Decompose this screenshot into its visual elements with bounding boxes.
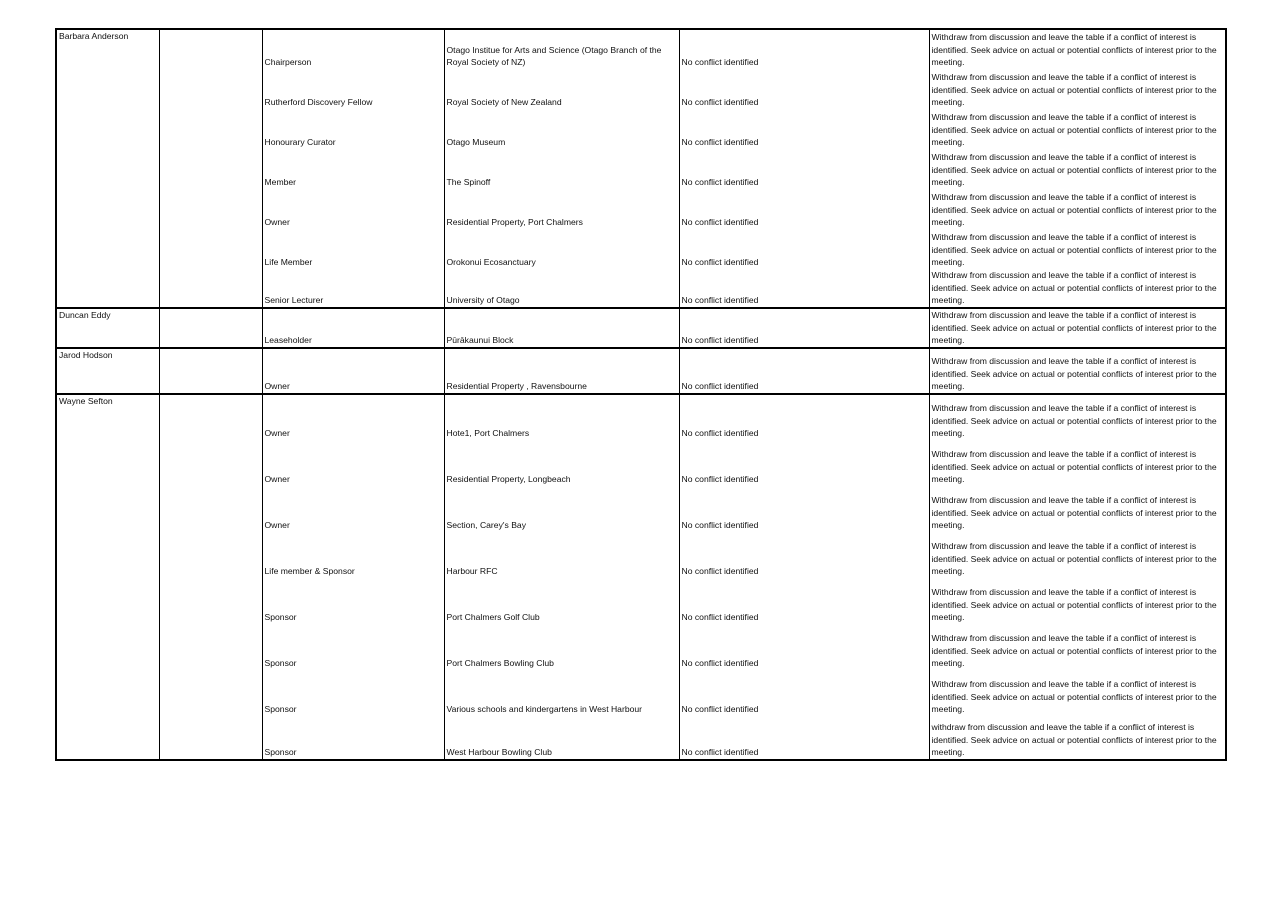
member-name: Barbara Anderson <box>56 29 159 308</box>
interest-role: Owner <box>262 440 444 486</box>
interest-organisation: Residential Property , Ravensbourne <box>444 348 679 394</box>
interest-organisation: Pūrākaunui Block <box>444 308 679 348</box>
interest-organisation: Otago Institue for Arts and Science (Otago Branch of the Royal Society of NZ) <box>444 29 679 69</box>
management-plan: Withdraw from discussion and leave the table if a conflict of interest is identified. Seek advice on actual or potential conflicts of interest prior to the meeting. <box>929 69 1226 109</box>
interest-organisation: Residential Property, Longbeach <box>444 440 679 486</box>
interest-role: Owner <box>262 394 444 440</box>
interest-role: Chairperson <box>262 29 444 69</box>
interest-organisation: Port Chalmers Bowling Club <box>444 624 679 670</box>
conflict-assessment: No conflict identified <box>679 189 929 229</box>
conflict-assessment: No conflict identified <box>679 348 929 394</box>
interest-organisation: Harbour RFC <box>444 532 679 578</box>
conflict-assessment: No conflict identified <box>679 486 929 532</box>
interest-role: Owner <box>262 348 444 394</box>
interest-role: Member <box>262 149 444 189</box>
conflict-assessment: No conflict identified <box>679 394 929 440</box>
management-plan: Withdraw from discussion and leave the table if a conflict of interest is identified. Seek advice on actual or potential conflicts of interest prior to the meeting. <box>929 348 1226 394</box>
management-plan: Withdraw from discussion and leave the table if a conflict of interest is identified. Seek advice on actual or potential conflicts of interest prior to the meeting. <box>929 189 1226 229</box>
management-plan: Withdraw from discussion and leave the table if a conflict of interest is identified. Seek advice on actual or potential conflicts of interest prior to the meeting. <box>929 269 1226 308</box>
member-group <box>56 29 1226 308</box>
table-row <box>56 394 1226 440</box>
management-plan: Withdraw from discussion and leave the table if a conflict of interest is identified. Seek advice on actual or potential conflicts of interest prior to the meeting. <box>929 486 1226 532</box>
conflict-assessment: No conflict identified <box>679 269 929 308</box>
conflict-assessment: No conflict identified <box>679 578 929 624</box>
conflict-assessment: No conflict identified <box>679 624 929 670</box>
empty-cell <box>159 29 262 308</box>
member-name: Duncan Eddy <box>56 308 159 348</box>
interest-organisation: University of Otago <box>444 269 679 308</box>
interest-organisation: Various schools and kindergartens in West Harbour <box>444 670 679 716</box>
management-plan: Withdraw from discussion and leave the table if a conflict of interest is identified. Seek advice on actual or potential conflicts of interest prior to the meeting. <box>929 29 1226 69</box>
management-plan: Withdraw from discussion and leave the table if a conflict of interest is identified. Seek advice on actual or potential conflicts of interest prior to the meeting. <box>929 532 1226 578</box>
interest-role: Sponsor <box>262 624 444 670</box>
interest-role: Life Member <box>262 229 444 269</box>
member-group <box>56 348 1226 394</box>
empty-cell <box>159 394 262 760</box>
interest-role: Life member & Sponsor <box>262 532 444 578</box>
conflict-assessment: No conflict identified <box>679 149 929 189</box>
interest-role: Honourary Curator <box>262 109 444 149</box>
interest-role: Rutherford Discovery Fellow <box>262 69 444 109</box>
member-name: Jarod Hodson <box>56 348 159 394</box>
interest-organisation: Residential Property, Port Chalmers <box>444 189 679 229</box>
interest-role: Owner <box>262 189 444 229</box>
interest-role: Owner <box>262 486 444 532</box>
management-plan: Withdraw from discussion and leave the table if a conflict of interest is identified. Seek advice on actual or potential conflicts of interest prior to the meeting. <box>929 149 1226 189</box>
interest-role: Sponsor <box>262 670 444 716</box>
conflict-assessment: No conflict identified <box>679 670 929 716</box>
management-plan: Withdraw from discussion and leave the table if a conflict of interest is identified. Seek advice on actual or potential conflicts of interest prior to the meeting. <box>929 109 1226 149</box>
conflict-assessment: No conflict identified <box>679 109 929 149</box>
management-plan: Withdraw from discussion and leave the table if a conflict of interest is identified. Seek advice on actual or potential conflicts of interest prior to the meeting. <box>929 229 1226 269</box>
member-group <box>56 394 1226 760</box>
conflict-assessment: No conflict identified <box>679 29 929 69</box>
interest-organisation: Orokonui Ecosanctuary <box>444 229 679 269</box>
empty-cell <box>159 348 262 394</box>
interest-organisation: Hote1, Port Chalmers <box>444 394 679 440</box>
interest-organisation: The Spinoff <box>444 149 679 189</box>
conflict-assessment: No conflict identified <box>679 440 929 486</box>
management-plan: Withdraw from discussion and leave the table if a conflict of interest is identified. Seek advice on actual or potential conflicts of interest prior to the meeting. <box>929 624 1226 670</box>
table-row <box>56 29 1226 69</box>
interest-organisation: Royal Society of New Zealand <box>444 69 679 109</box>
table-row <box>56 348 1226 394</box>
interest-role: Sponsor <box>262 578 444 624</box>
interest-role: Sponsor <box>262 716 444 760</box>
conflict-assessment: No conflict identified <box>679 716 929 760</box>
management-plan: withdraw from discussion and leave the table if a conflict of interest is identified. Seek advice on actual or potential conflicts of interest prior to the meeting. <box>929 716 1226 760</box>
management-plan: Withdraw from discussion and leave the table if a conflict of interest is identified. Seek advice on actual or potential conflicts of interest prior to the meeting. <box>929 440 1226 486</box>
interest-organisation: Port Chalmers Golf Club <box>444 578 679 624</box>
interest-role: Senior Lecturer <box>262 269 444 308</box>
management-plan: Withdraw from discussion and leave the table if a conflict of interest is identified. Seek advice on actual or potential conflicts of interest prior to the meeting. <box>929 394 1226 440</box>
interests-register-table <box>55 28 1227 761</box>
conflict-assessment: No conflict identified <box>679 69 929 109</box>
interest-organisation: Section, Carey's Bay <box>444 486 679 532</box>
empty-cell <box>159 308 262 348</box>
member-name: Wayne Sefton <box>56 394 159 760</box>
management-plan: Withdraw from discussion and leave the table if a conflict of interest is identified. Seek advice on actual or potential conflicts of interest prior to the meeting. <box>929 308 1226 348</box>
interest-organisation: Otago Museum <box>444 109 679 149</box>
table-row <box>56 308 1226 348</box>
conflict-assessment: No conflict identified <box>679 308 929 348</box>
interest-role: Leaseholder <box>262 308 444 348</box>
conflict-assessment: No conflict identified <box>679 229 929 269</box>
conflict-assessment: No conflict identified <box>679 532 929 578</box>
management-plan: Withdraw from discussion and leave the table if a conflict of interest is identified. Seek advice on actual or potential conflicts of interest prior to the meeting. <box>929 670 1226 716</box>
interest-organisation: West Harbour Bowling Club <box>444 716 679 760</box>
management-plan: Withdraw from discussion and leave the table if a conflict of interest is identified. Seek advice on actual or potential conflicts of interest prior to the meeting. <box>929 578 1226 624</box>
member-group <box>56 308 1226 348</box>
